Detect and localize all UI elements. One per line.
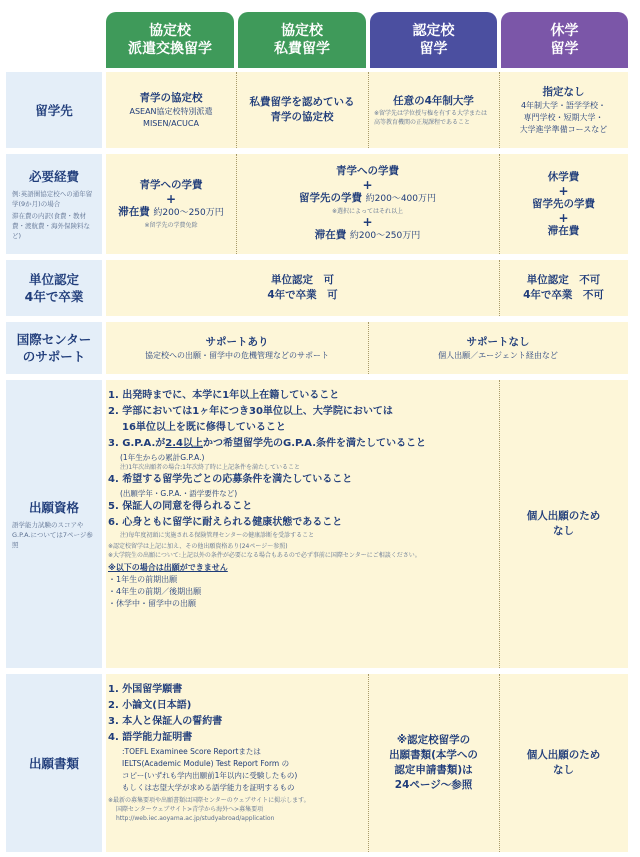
destination-main: 青学の協定校 — [139, 91, 203, 104]
header-line1: 協定校 — [149, 23, 191, 39]
eligibility-item4-sub: (出願学年・G.P.A.・語学要件など) — [120, 489, 238, 498]
documents-acc-line4: 24ページ〜参照 — [394, 779, 473, 791]
support-main: サポートあり — [205, 335, 269, 348]
row-label-text1: 単位認定 — [28, 272, 79, 287]
eligibility-item3 — [108, 436, 498, 452]
destination-note: ※留学先は学位授与権を有する大学または高等教育機関の正規課程であること — [374, 109, 488, 126]
credit-line2: 4年で卒業 可 — [267, 289, 338, 301]
cost-amount: 約200〜250万円 — [153, 208, 224, 218]
documents-leave-line1: 個人出願のため — [526, 749, 601, 761]
documents-acc-line2: 出願書類(本学への — [389, 749, 478, 761]
documents-acc-line1: ※認定校留学の — [396, 734, 471, 746]
eligibility-cannot-2: ・4年生の前期／後期出願 — [108, 587, 202, 596]
documents-content — [108, 682, 366, 848]
plus-icon: + — [558, 210, 569, 225]
row-label-support — [6, 322, 102, 374]
eligibility-item2-cont: 16単位以上を既に修得していること — [122, 422, 286, 433]
eligibility-item3-sub: (1年生からの累計G.P.A.) — [120, 453, 205, 462]
cost-private-accredited — [236, 154, 499, 254]
row-label-note1: 例:英語圏協定校への通年留学(9か月)の場合 — [12, 189, 93, 208]
row-label-note: 語学能力試験のスコアやG.P.A.については7ページ参照 — [12, 520, 93, 549]
eligibility-note-b: ※大学院生の出願について:上記以外の条件が必要になる場合もあるので必ず事前に国際センターにご相談ください。 — [108, 552, 421, 559]
header-accredited — [370, 12, 497, 68]
header-line2: 留学 — [419, 41, 448, 57]
eligibility-item3-gpa: 2.4以上 — [165, 438, 203, 449]
destination-sub1: 4年制大学・語学学校・ — [520, 100, 607, 110]
header-line2: 留学 — [550, 41, 579, 57]
header-leave — [501, 12, 628, 68]
cost-note: ※留学先の学費免除 — [144, 222, 198, 229]
eligibility-item6: 6. 心身ともに留学に耐えられる健康状態であること — [108, 517, 343, 528]
row-label-text: 出願資格 — [28, 499, 79, 515]
eligibility-leave — [499, 380, 628, 668]
cost-line2: 滞在費 — [118, 206, 150, 218]
documents-sub1: :TOEFL Examinee Score Reportまたは — [122, 747, 261, 756]
documents-acc-line3: 認定申請書類)は — [394, 764, 473, 776]
plus-icon: + — [362, 215, 373, 229]
documents-note2: 国際センターウェブサイト>青学から海外へ>募集要項 — [116, 806, 264, 813]
cost-dispatch — [106, 154, 236, 254]
eligibility-cannot-1: ・1年生の前期出願 — [108, 575, 178, 584]
credit-line1: 単位認定 可 — [271, 274, 334, 286]
eligibility-item2: 2. 学部においては1ヶ年につき30単位以上、大学院においては — [108, 406, 393, 417]
support-sub: 個人出願／エージェント経由など — [438, 350, 558, 360]
cost-note: ※選択によってはそれ以上 — [331, 208, 404, 215]
row-label-text1: 国際センター — [16, 332, 92, 347]
destination-sub2: 専門学校・短期大学・ — [523, 112, 604, 122]
destination-line1: 私費留学を認めている — [249, 96, 355, 108]
documents-item2: 2. 小論文(日本語) — [108, 700, 192, 711]
cost-line1: 青学への学費 — [139, 179, 203, 191]
credit-line2: 4年で卒業 不可 — [523, 289, 604, 301]
header-line1: 休学 — [550, 23, 579, 39]
documents-leave-line2: なし — [553, 764, 574, 776]
cost-line3: 滞在費 — [314, 229, 347, 241]
credit-line1: 単位認定 不可 — [526, 274, 601, 286]
eligibility-item3-pre: 3. G.P.A.が — [108, 438, 166, 449]
destination-accredited — [368, 72, 499, 148]
cost-line3: 滞在費 — [547, 224, 580, 237]
eligibility-item5: 5. 保証人の同意を得られること — [108, 501, 253, 512]
plus-icon: + — [362, 178, 373, 192]
credit-allowed — [106, 260, 499, 316]
eligibility-content — [108, 388, 498, 664]
credit-not-allowed — [499, 260, 628, 316]
header-line1: 協定校 — [281, 23, 323, 39]
cost-amount3: 約200〜250万円 — [349, 231, 421, 241]
cost-line2: 留学先の学費 — [298, 192, 362, 204]
eligibility-cannot-3: ・休学中・留学中の出願 — [108, 599, 196, 608]
destination-main: 指定なし — [542, 85, 585, 98]
eligibility-item4: 4. 希望する留学先ごとの応募条件を満たしていること — [108, 474, 353, 485]
eligibility-item6-note: 注)毎年度初頭に実施される保険管理センターの健康診断を受診すること — [120, 532, 315, 539]
header-line2: 私費留学 — [274, 41, 330, 57]
destination-sub1: ASEAN協定校特別派遣 — [129, 106, 213, 116]
eligibility-leave-line1: 個人出願のため — [526, 510, 601, 522]
documents-item4: 4. 語学能力証明書 — [108, 732, 193, 743]
destination-main: 任意の4年制大学 — [393, 94, 474, 107]
cost-amount2: 約200〜400万円 — [365, 194, 436, 204]
destination-line2: 青学の協定校 — [270, 111, 334, 123]
documents-sub3: コピー(いずれも学内出願前1年以内に受験したもの) — [122, 771, 298, 780]
eligibility-item1: 1. 出発時までに、本学に1年以上在籍していること — [108, 390, 340, 401]
cost-leave — [499, 154, 628, 254]
documents-sub2: IELTS(Academic Module) Test Report Form の — [122, 759, 290, 768]
destination-leave — [499, 72, 628, 148]
header-line1: 認定校 — [412, 23, 455, 39]
destination-private — [236, 72, 368, 148]
cost-line1: 青学への学費 — [336, 165, 399, 177]
cost-line2: 留学先の学費 — [532, 197, 595, 210]
row-label-credit — [6, 260, 102, 316]
plus-icon: + — [165, 192, 177, 206]
header-line2: 派遣交換留学 — [128, 41, 212, 57]
support-yes — [106, 322, 368, 374]
plus-icon: + — [558, 183, 569, 198]
destination-sub3: 大学進学準備コースなど — [519, 124, 608, 134]
eligibility-cannot-title: ※以下の場合は出願ができません — [108, 563, 228, 572]
cost-line1: 休学費 — [547, 170, 580, 183]
destination-sub2: MISEN/ACUCA — [143, 118, 199, 128]
eligibility-item3-note: 注)1年次出願者の場合:1年次終了時に上記条件を満たしていること — [120, 464, 300, 471]
row-label-text: 出願書類 — [28, 755, 79, 771]
eligibility-item3-post: かつ希望留学先のG.P.A.条件を満たしていること — [202, 438, 427, 449]
support-sub: 協定校への出願・留学中の危機管理などのサポート — [145, 350, 329, 360]
support-no — [368, 322, 628, 374]
documents-item3: 3. 本人と保証人の誓約書 — [108, 716, 223, 727]
eligibility-note-a: ※認定校留学は上記に加え、その他出願資格あり(24ページ〜参照) — [108, 543, 288, 550]
row-label-destination — [6, 72, 102, 148]
header-dispatch-exchange — [106, 12, 234, 68]
row-label-text2: 4年で卒業 — [24, 289, 84, 304]
row-label-text: 必要経費 — [28, 168, 79, 184]
row-label-text2: のサポート — [22, 349, 86, 364]
row-label-text: 留学先 — [35, 102, 73, 118]
row-label-note2: 滞在費の内訳(食費・教材費・渡航費・海外保険料など) — [12, 211, 90, 240]
documents-sub4: もしくは志望大学が求める語学能力を証明するもの — [122, 783, 295, 792]
row-label-cost — [6, 154, 102, 254]
destination-dispatch — [106, 72, 236, 148]
support-main: サポートなし — [466, 335, 530, 348]
header-private — [238, 12, 366, 68]
documents-note1: ※最新の募集要項や出願書類は国際センターのウェブサイトに掲示します。 — [108, 797, 310, 804]
documents-accredited — [368, 674, 499, 852]
row-label-eligibility — [6, 380, 102, 668]
documents-leave — [499, 674, 628, 852]
documents-link[interactable]: http://web.iec.aoyama.ac.jp/studyabroad/application — [116, 815, 275, 822]
eligibility-leave-line2: なし — [553, 525, 574, 537]
documents-item1: 1. 外国留学願書 — [108, 684, 183, 695]
row-label-documents — [6, 674, 102, 852]
